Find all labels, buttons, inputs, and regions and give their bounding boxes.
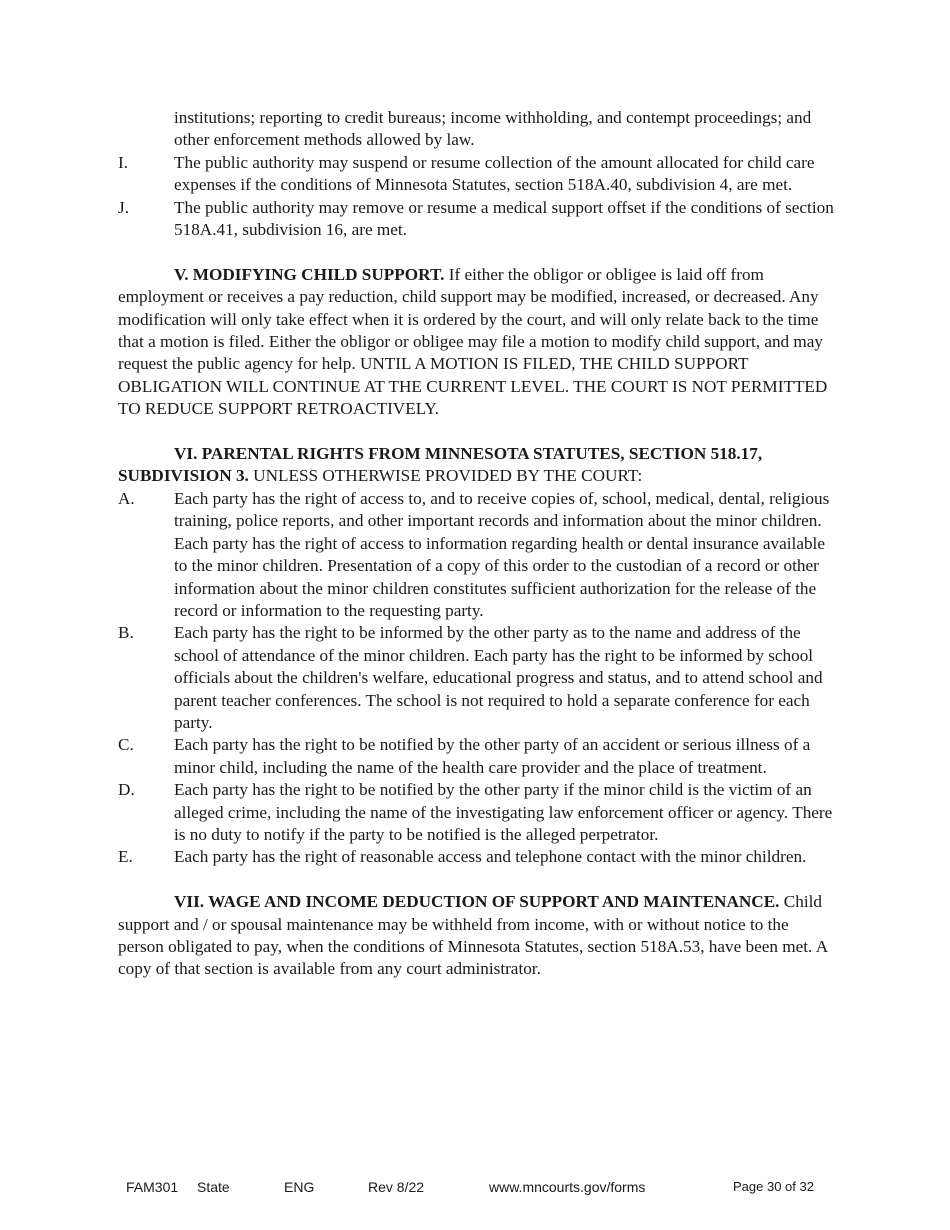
item-letter: A. [118, 488, 135, 508]
parental-right-item-d [118, 779, 838, 846]
item-text: Each party has the right to be informed by the other party as to the name and address of the school of attendance of the minor children. Each party has the right to be informed by school officials about the children's welfare, educational progress and status, and to attend school and parent teacher conferences. The school is not required to hold a separate conference for each party. [174, 623, 823, 732]
parental-right-item-a [118, 488, 838, 622]
footer-page-number: Page 30 of 32 [733, 1179, 814, 1194]
section-vii-heading: VII. WAGE AND INCOME DEDUCTION OF SUPPORT AND MAINTENANCE. [174, 892, 780, 912]
footer-revision: Rev 8/22 [368, 1179, 425, 1195]
section-vii-wage-deduction [118, 891, 838, 981]
section-v-heading: V. MODIFYING CHILD SUPPORT. [174, 264, 445, 284]
page-footer [0, 1179, 950, 1199]
item-text: Each party has the right to be notified by the other party if the minor child is the victim of an alleged crime, including the name of the investigating law enforcement officer or agency. There is no duty to notify if the party to be notified is the alleged perpetrator. [174, 780, 833, 844]
item-text: The public authority may remove or resume a medical support offset if the conditions of section 518A.41, subdivision 16, are met. [174, 197, 834, 240]
parental-right-item-c [118, 734, 838, 779]
footer-jurisdiction: State [197, 1179, 230, 1195]
footer-language: ENG [284, 1179, 315, 1195]
enforcement-item-j [118, 197, 838, 242]
parental-right-item-b [118, 622, 838, 734]
section-v-modifying-child-support [118, 264, 838, 421]
footer-url: www.mncourts.gov/forms [489, 1179, 646, 1195]
item-text: The public authority may suspend or resume collection of the amount allocated for child care expenses if the conditions of Minnesota Statutes, section 518A.40, subdivision 4, are met. [174, 152, 815, 195]
item-letter: J. [118, 197, 129, 217]
item-text: Each party has the right to be notified by the other party of an accident or serious illness of a minor child, including the name of the health care provider and the place of treatment. [174, 735, 811, 777]
document-body [118, 107, 838, 981]
section-vii-body: Child support and / or spousal maintenance may be withheld from income, with or without notice to the person obligated to pay, when the conditions of Minnesota Statutes, section 518A.53, have been met. A copy of that section is available from any court administrator. [118, 892, 828, 979]
parental-right-item-e [118, 846, 838, 868]
item-letter: I. [118, 152, 129, 172]
section-v-body: If either the obligor or obligee is laid off from employment or receives a pay reduction, child support may be modified, increased, or decreased. Any modification will only take effect when it is ordered by the court, and will only relate back to the time that a motion is filed. Either the obligor or obligee may file a motion to modify child support, and may request the public agency for help. UNTIL A MOTION IS FILED, THE CHILD SUPPORT OBLIGATION WILL CONTINUE AT THE CURRENT LEVEL. THE COURT IS NOT PERMITTED TO REDUCE SUPPORT RETROACTIVELY. [118, 264, 828, 419]
section-vi-body: UNLESS OTHERWISE PROVIDED BY THE COURT: [248, 466, 643, 486]
footer-form-id: FAM301 [126, 1179, 179, 1195]
item-text: Each party has the right of access to, and to receive copies of, school, medical, dental, religious training, police reports, and other important records and information about the minor children. Each party has the right of access to information regarding health or dental insurance available to the minor children. Presentation of a copy of this order to the custodian of a record or other information about the minor children constitutes sufficient authorization for the release of the record or information to the requesting party. [174, 488, 830, 620]
item-letter: E. [118, 847, 133, 867]
enforcement-item-i [118, 152, 838, 197]
item-letter: C. [118, 735, 134, 755]
intro-continuation: institutions; reporting to credit bureaus; income withholding, and contempt proceedings; and other enforcement methods allowed by law. [174, 108, 812, 150]
item-text: Each party has the right of reasonable access and telephone contact with the minor children. [174, 847, 807, 867]
section-vi-parental-rights [118, 443, 838, 488]
item-letter: B. [118, 623, 134, 643]
item-letter: D. [118, 780, 135, 800]
section-vi-heading: VI. PARENTAL RIGHTS FROM MINNESOTA STATUTES, SECTION 518.17, SUBDIVISION 3. [118, 444, 763, 486]
